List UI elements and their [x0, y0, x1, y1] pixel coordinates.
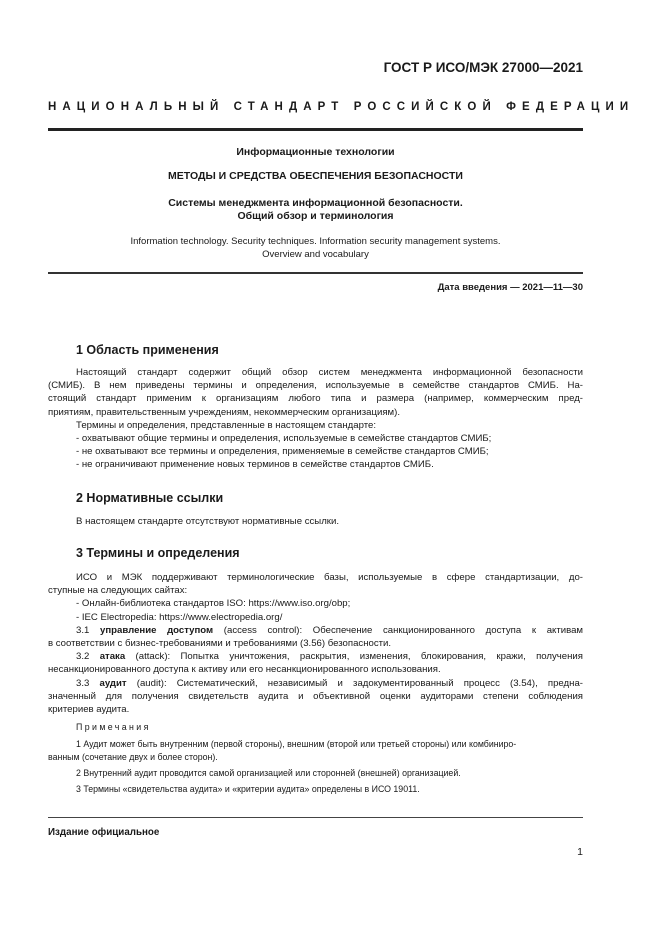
term-number: 3.1: [76, 624, 100, 636]
paragraph-line: Настоящий стандарт содержит общий обзор систем менеджмента информационной безопасности: [76, 367, 583, 378]
section-1-heading: 1 Область применения: [76, 343, 219, 357]
paragraph-line: В настоящем стандарте отсутствуют нормативные ссылки.: [76, 516, 340, 527]
page-number: 1: [577, 846, 583, 858]
list-item: - не ограничивают применение новых терминов в семействе стандартов СМИБ.: [76, 459, 434, 471]
paragraph-line: несанкционированного доступа к активу или его несанкционированного использования.: [48, 664, 441, 676]
paragraph-line: критериев аудита.: [48, 704, 130, 716]
note-line: 3 Термины «свидетельства аудита» и «критерии аудита» определены в ИСО 19011.: [76, 784, 420, 794]
term-definition: (access control): Обеспечение санкционированного доступа к активам: [213, 624, 584, 636]
paragraph-line: в соответствии с бизнес-требованиями и требованиями (3.56) безопасности.: [48, 638, 392, 650]
term-definition: (attack): Попытка уничтожения, раскрытия, изменения, блокирования, кражи, получения: [125, 651, 583, 663]
paragraph-line: ступные на следующих сайтах:: [48, 585, 188, 597]
term-3-3: [48, 677, 583, 690]
document-subtitle: [48, 197, 583, 223]
notes-label: Примечания: [76, 722, 151, 732]
note-line: 1 Аудит может быть внутренним (первой стороны), внешним (второй или третьей стороны) или комбиниро-: [76, 739, 517, 749]
header-divider: [48, 128, 583, 131]
section-2-body: [48, 515, 583, 528]
term-number: 3.2: [76, 651, 100, 663]
paragraph-line: ИСО и МЭК поддерживают терминологические базы, используемые в сфере стандартизации, до-: [76, 572, 583, 583]
list-item: - охватывают общие термины и определения, используемые в семействе стандартов СМИБ;: [76, 433, 492, 445]
link-item: - Онлайн-библиотека стандартов ISO: https://www.iso.org/obp;: [76, 598, 351, 610]
term-name: атака: [99, 651, 126, 663]
english-title: [48, 235, 583, 261]
term-name: аудит: [99, 677, 127, 689]
subtitle-it: Информационные технологии: [236, 146, 395, 158]
term-number: 3.3: [76, 677, 100, 689]
footer-divider: [48, 817, 583, 818]
national-standard-banner: НАЦИОНАЛЬНЫЙ СТАНДАРТ РОССИЙСКОЙ ФЕДЕРАЦИИ: [48, 101, 635, 113]
paragraph-line: значенный для получения свидетельств аудита и объективной оценки аудиторами степени соблюдения: [48, 690, 583, 702]
list-item: - не охватывают все термины и определения, применяемые в семействе стандартов СМИБ;: [76, 446, 489, 458]
section-3-heading: 3 Термины и определения: [76, 546, 240, 560]
term-3-2: [48, 650, 583, 663]
link-item: - IEC Electropedia: https://www.electropedia.org/: [76, 611, 283, 623]
paragraph-line: Термины и определения, представленные в настоящем стандарте:: [76, 419, 376, 431]
subtitle-line: Системы менеджмента информационной безопасности.: [168, 197, 463, 209]
note-line: 2 Внутренний аудит проводится самой организацией или сторонней (внешней) организацией.: [76, 768, 461, 778]
note-line: ванным (сочетание двух и более сторон).: [48, 752, 218, 762]
document-title: МЕТОДЫ И СРЕДСТВА ОБЕСПЕЧЕНИЯ БЕЗОПАСНОСТИ: [168, 170, 463, 182]
section-2-heading: 2 Нормативные ссылки: [76, 491, 224, 505]
english-title-line: Information technology. Security techniques. Information security management systems.: [130, 236, 501, 247]
subtitle-line: Общий обзор и терминология: [237, 210, 394, 222]
paragraph-line: приятиям, правительственным учреждениям, некоммерческим организациям).: [48, 406, 401, 418]
paragraph-line: стоящий стандарт применим к организациям любого типа и размера (например, коммерческим пред-: [48, 393, 583, 405]
section-3-body: [48, 571, 583, 716]
term-3-1: [48, 624, 583, 637]
notes-list: [48, 738, 583, 796]
document-number: ГОСТ Р ИСО/МЭК 27000—2021: [383, 60, 583, 75]
official-edition-label: Издание официальное: [48, 827, 160, 838]
term-definition: (audit): Систематический, независимый и задокументированный процесс (3.54), предна-: [126, 677, 583, 689]
title-divider: [48, 272, 583, 274]
section-1-body: [48, 366, 583, 472]
english-title-line: Overview and vocabulary: [262, 249, 369, 260]
term-name: управление доступом: [100, 624, 214, 636]
paragraph-line: (СМИБ). В нем приведены термины и определения, используемые в семействе стандартов СМИБ. На-: [48, 380, 583, 392]
introduction-date: Дата введения — 2021—11—30: [437, 282, 583, 293]
